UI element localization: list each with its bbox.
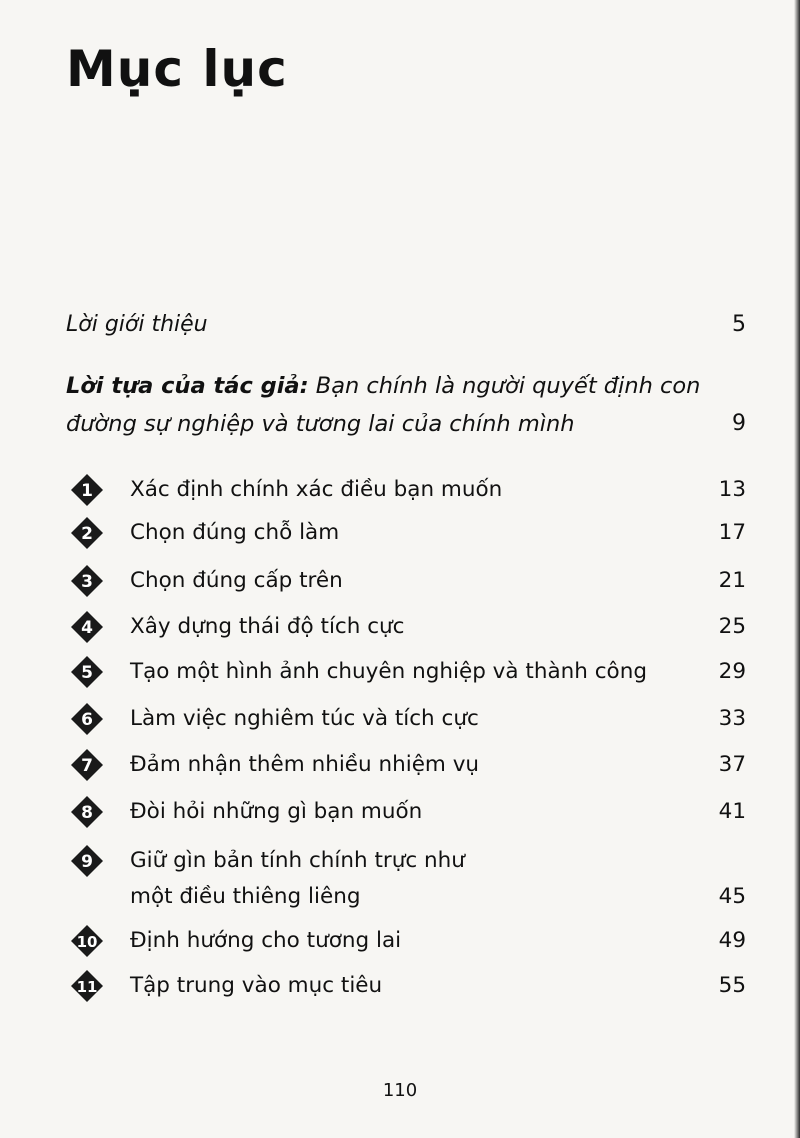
toc-entry-page: 49 <box>718 928 746 953</box>
toc-entry-page: 9 <box>732 411 746 436</box>
toc-entry-intro <box>66 312 746 337</box>
chapter-number: 5 <box>81 663 93 683</box>
toc-entry-label: Đòi hỏi những gì bạn muốn <box>130 799 423 824</box>
chapter-number-marker-icon <box>70 473 104 507</box>
toc-entry-page: 37 <box>718 752 746 777</box>
toc-entry-page: 17 <box>718 520 746 545</box>
page-title: Mục lục <box>66 40 288 98</box>
toc-entry-page: 5 <box>732 312 746 337</box>
toc-entry-label: Chọn đúng chỗ làm <box>130 520 340 545</box>
toc-entry-page: 21 <box>718 568 746 593</box>
toc-entry-label: Xác định chính xác điều bạn muốn <box>130 477 503 502</box>
toc-entry-label: Xây dựng thái độ tích cực <box>130 614 405 639</box>
toc-entry-page: 25 <box>718 614 746 639</box>
chapter-number-marker-icon <box>70 516 104 550</box>
toc-entry-chapter-1 <box>70 474 746 506</box>
chapter-number: 10 <box>76 933 98 951</box>
chapter-number-marker-icon <box>70 655 104 689</box>
preface-label: Lời tựa của tác giả: <box>66 373 309 399</box>
chapter-number-marker-icon <box>70 702 104 736</box>
toc-entry-label: Làm việc nghiêm túc và tích cực <box>130 706 479 731</box>
toc-entry-chapter-6 <box>70 703 746 735</box>
toc-entry-chapter-3 <box>70 565 746 597</box>
toc-entry-chapter-10 <box>70 925 746 957</box>
chapter-number-marker-icon <box>70 610 104 644</box>
chapter-number: 8 <box>81 803 93 823</box>
toc-entry-label: Tạo một hình ảnh chuyên nghiệp và thành công <box>130 659 647 684</box>
preface-title-line1: Bạn chính là người quyết định con <box>315 373 701 399</box>
toc-entry-chapter-7 <box>70 749 746 781</box>
chapter-number: 2 <box>81 524 93 544</box>
toc-entry-label: Định hướng cho tương lai <box>130 928 402 953</box>
chapter-number-marker-icon <box>70 748 104 782</box>
toc-entry-chapter-4 <box>70 611 746 643</box>
preface-title-line2: đường sự nghiệp và tương lai của chính mình <box>66 411 575 437</box>
toc-entry-label: Chọn đúng cấp trên <box>130 568 343 593</box>
toc-entry-chapter-9 <box>70 843 746 915</box>
chapter-number-marker-icon <box>70 969 104 1003</box>
toc-entry-chapter-11 <box>70 970 746 1002</box>
toc-entry-label-line2: một điều thiêng liêng <box>130 884 361 909</box>
chapter-number-marker-icon <box>70 844 104 878</box>
chapter-number: 3 <box>81 572 93 592</box>
toc-entry-label-line1: Giữ gìn bản tính chính trực như <box>130 848 465 873</box>
toc-entry-label: Lời giới thiệu <box>66 312 208 337</box>
toc-entry-label: Tập trung vào mục tiêu <box>130 973 383 998</box>
toc-entry-label <box>130 843 465 915</box>
page-edge-shadow <box>794 0 800 1138</box>
chapter-number: 4 <box>81 618 93 638</box>
chapter-number: 9 <box>81 852 93 872</box>
chapter-number: 11 <box>76 978 98 996</box>
page-number: 110 <box>382 1080 418 1101</box>
toc-entry-preface <box>66 367 746 443</box>
toc-entry-page: 41 <box>718 799 746 824</box>
toc-entry-chapter-5 <box>70 656 746 688</box>
chapter-number-marker-icon <box>70 564 104 598</box>
chapter-number: 1 <box>81 481 93 501</box>
chapter-number: 6 <box>81 710 93 730</box>
chapter-number: 7 <box>81 756 93 776</box>
chapter-number-marker-icon <box>70 924 104 958</box>
toc-entry-page: 29 <box>718 659 746 684</box>
toc-entry-page: 13 <box>718 477 746 502</box>
toc-entry-page: 55 <box>718 973 746 998</box>
chapter-number-marker-icon <box>70 795 104 829</box>
toc-entry-chapter-2 <box>70 517 746 549</box>
toc-entry-label: Đảm nhận thêm nhiều nhiệm vụ <box>130 752 480 777</box>
toc-entry-chapter-8 <box>70 796 746 828</box>
toc-entry-page: 33 <box>718 706 746 731</box>
toc-entry-page: 45 <box>718 884 746 909</box>
